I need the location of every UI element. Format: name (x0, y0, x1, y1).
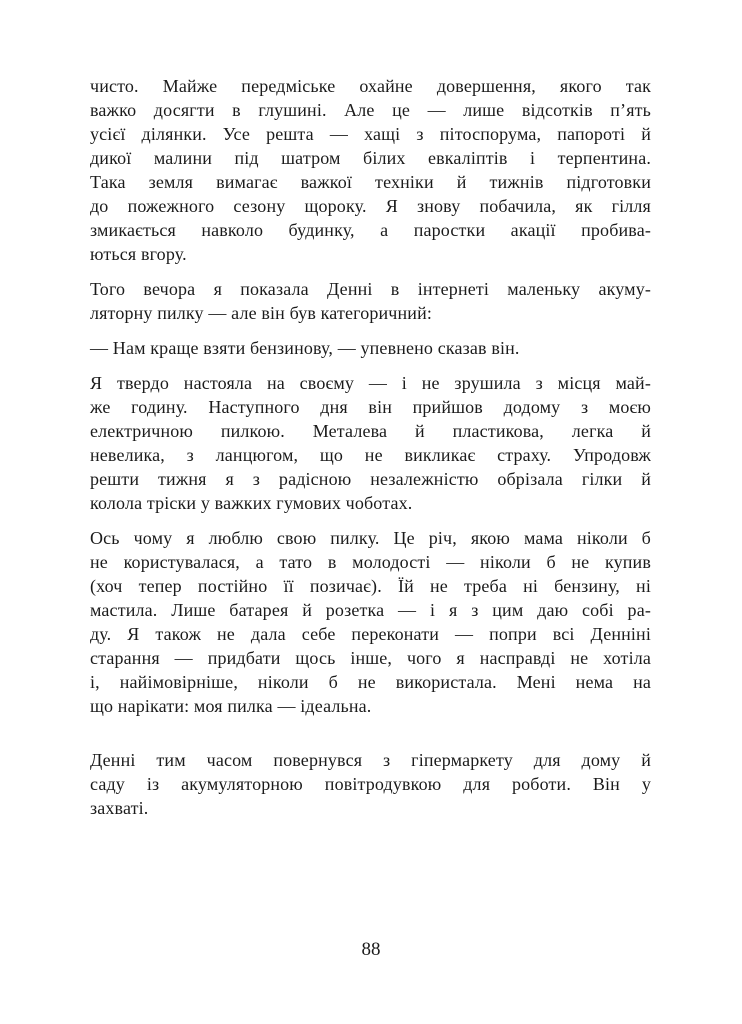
text-line: змикається навколо будинку, а паростки акації пробива- (90, 220, 651, 240)
text-block (90, 74, 651, 831)
text-line: саду із акумуляторною повітродувкою для роботи. Він у (90, 774, 651, 794)
text-line: колола тріски у важких гумових чоботах. (90, 493, 413, 513)
text-line: (хоч тепер постійно її позичає). Їй не треба ні бензину, ні (90, 576, 651, 596)
body-paragraph (90, 371, 651, 515)
page-number: 88 (361, 939, 381, 960)
text-line: дикої малини під шатром білих евкаліптів і терпентина. (90, 148, 651, 168)
text-line: невелика, з ланцюгом, що не викликає страху. Упродовж (90, 445, 651, 465)
text-line: же годину. Наступного дня він прийшов додому з моєю (90, 397, 651, 417)
text-line: електричною пилкою. Металева й пластикова, легка й (90, 421, 651, 441)
text-line: усієї ділянки. Усе решта — хащі з пітоспорума, папороті й (90, 124, 651, 144)
text-line: Того вечора я показала Денні в інтернеті маленьку акуму- (90, 279, 651, 299)
body-paragraph (90, 277, 651, 325)
text-line: до пожежного сезону щороку. Я знову побачила, як гілля (90, 196, 651, 216)
text-line: Я твердо настояла на своєму — і не зрушила з місця май- (90, 373, 651, 393)
body-paragraph (90, 74, 651, 266)
text-line: важко досягти в глушині. Але це — лише відсотків п’ять (90, 100, 651, 120)
text-line: ду. Я також не дала себе переконати — попри всі Денніні (90, 624, 651, 644)
text-line: ляторну пилку — але він був категоричний: (90, 303, 433, 323)
text-line: мастила. Лише батарея й розетка — і я з цим даю собі ра- (90, 600, 651, 620)
text-line: чисто. Майже передміське охайне довершення, якого так (90, 76, 651, 96)
text-line: захваті. (90, 798, 149, 818)
text-line: і, найімовірніше, ніколи б не використала. Мені нема на (90, 672, 651, 692)
text-line: решти тижня я з радісною незалежністю обрізала гілки й (90, 469, 651, 489)
text-line: що нарікати: моя пилка — ідеальна. (90, 696, 372, 716)
body-paragraph (90, 526, 651, 718)
text-line: старання — придбати щось інше, чого я насправді не хотіла (90, 648, 651, 668)
text-line: Денні тим часом повернувся з гіпермаркету для дому й (90, 750, 651, 770)
text-line: Ось чому я люблю свою пилку. Це річ, якою мама ніколи б (90, 528, 651, 548)
text-line: — Нам краще взяти бензинову, — упевнено сказав він. (90, 338, 520, 358)
dialogue-paragraph (90, 336, 651, 360)
text-line: не користувалася, а тато в молодості — ніколи б не купив (90, 552, 651, 572)
text-line: Така земля вимагає важкої техніки й тижнів підготовки (90, 172, 651, 192)
body-paragraph (90, 748, 651, 820)
text-line: ються вгору. (90, 244, 187, 264)
